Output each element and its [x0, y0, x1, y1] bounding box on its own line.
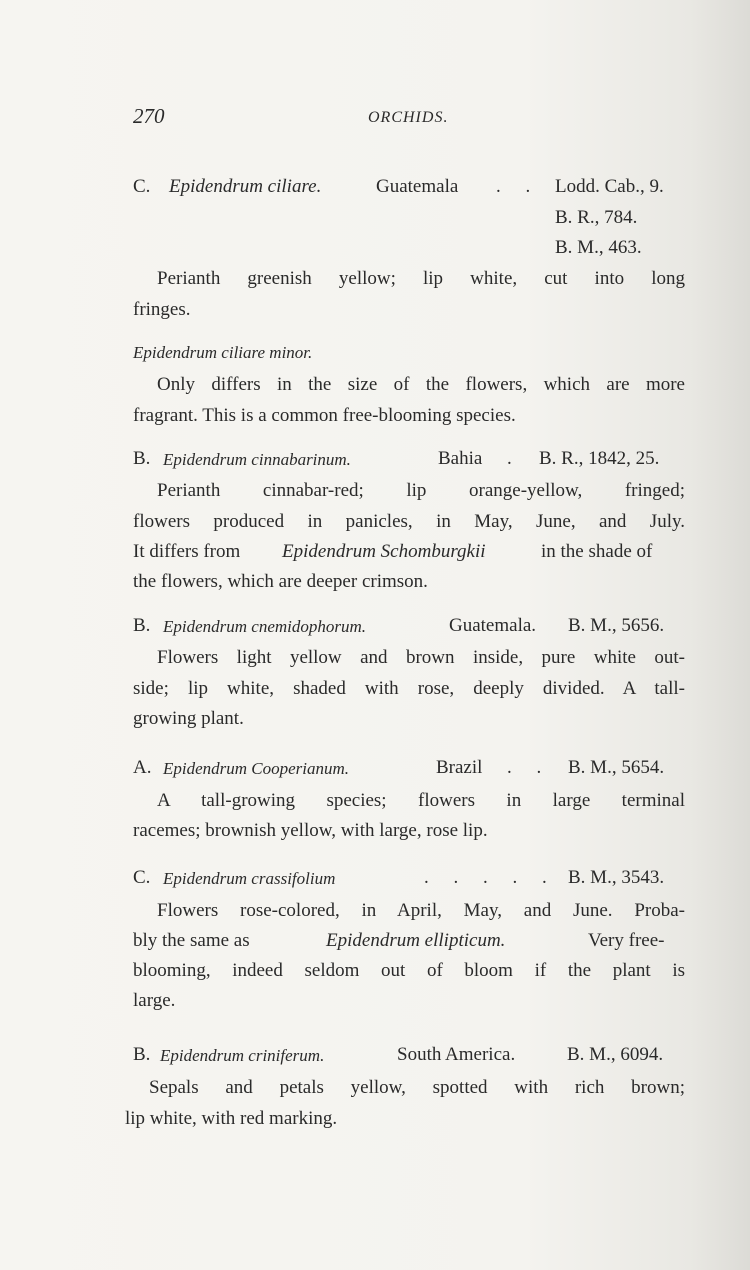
dot-leader: .	[507, 448, 512, 469]
description-line: fragrant. This is a common free-blooming species.	[133, 405, 516, 426]
description-line: lip white, with red marking.	[125, 1108, 338, 1129]
entry-grade: A.	[133, 757, 152, 778]
description-line: bly the same as	[133, 930, 250, 951]
description-line: flowers produced in panicles, in May, June, and July.	[133, 511, 685, 532]
locality: South America.	[397, 1044, 516, 1065]
description-line: blooming, indeed seldom out of bloom if the plant is	[133, 960, 685, 981]
description-line: fringes.	[133, 299, 191, 320]
species-name: Epidendrum cinnabarinum.	[163, 450, 351, 469]
entry-grade: B.	[133, 615, 151, 636]
reference: B. M., 463.	[555, 237, 642, 258]
dot-leader: . .	[496, 176, 541, 197]
description-species: Epidendrum ellipticum.	[326, 930, 506, 951]
description-line: in the shade of	[541, 541, 653, 562]
reference: B. R., 1842, 25.	[539, 448, 660, 469]
description-line: racemes; brownish yellow, with large, rose lip.	[133, 820, 488, 841]
page-number: 270	[133, 104, 165, 128]
description-line: Perianth cinnabar-red; lip orange-yellow, fringed;	[157, 480, 685, 501]
species-name: Epidendrum cnemidophorum.	[163, 617, 367, 636]
description-line: A tall-growing species; flowers in large terminal	[157, 790, 685, 811]
description-species: Epidendrum Schomburgkii	[282, 541, 486, 562]
description-line: Perianth greenish yellow; lip white, cut into long	[157, 268, 685, 289]
locality: Guatemala	[376, 176, 459, 197]
description-line: It differs from	[133, 541, 241, 562]
reference: B. M., 3543.	[568, 867, 665, 888]
species-name: Epidendrum criniferum.	[160, 1046, 325, 1065]
reference: Lodd. Cab., 9.	[555, 176, 664, 197]
locality: Bahia	[438, 448, 483, 469]
description-line: Only differs in the size of the flowers, which are more	[157, 374, 685, 395]
description-line: side; lip white, shaded with rose, deeply divided. A tall-	[133, 678, 685, 699]
reference: B. M., 6094.	[567, 1044, 664, 1065]
description-line: Sepals and petals yellow, spotted with rich brown;	[149, 1077, 685, 1098]
species-name: Epidendrum Cooperianum.	[163, 759, 350, 778]
dot-leader: . . . . .	[424, 867, 557, 888]
description-line: growing plant.	[133, 708, 244, 729]
description-line: Flowers rose-colored, in April, May, and June. Proba-	[157, 900, 685, 921]
description-line: Flowers light yellow and brown inside, pure white out-	[157, 647, 685, 668]
locality: Brazil	[436, 757, 483, 778]
entry-grade: B.	[133, 1044, 151, 1065]
reference: B. M., 5656.	[568, 615, 665, 636]
entry-grade: C.	[133, 867, 151, 888]
dot-leader: . .	[507, 757, 552, 778]
reference: B. R., 784.	[555, 207, 638, 228]
description-line: Very free-	[588, 930, 665, 951]
entry-grade: B.	[133, 448, 151, 469]
entry-grade: C.	[133, 176, 151, 197]
species-name: Epidendrum ciliare.	[169, 176, 322, 197]
description-line: large.	[133, 990, 176, 1011]
species-name: Epidendrum ciliare minor.	[133, 343, 313, 362]
locality: Guatemala.	[449, 615, 537, 636]
running-head: ORCHIDS.	[368, 109, 449, 126]
species-name: Epidendrum crassifolium	[163, 869, 336, 888]
reference: B. M., 5654.	[568, 757, 665, 778]
description-line: the flowers, which are deeper crimson.	[133, 571, 428, 592]
